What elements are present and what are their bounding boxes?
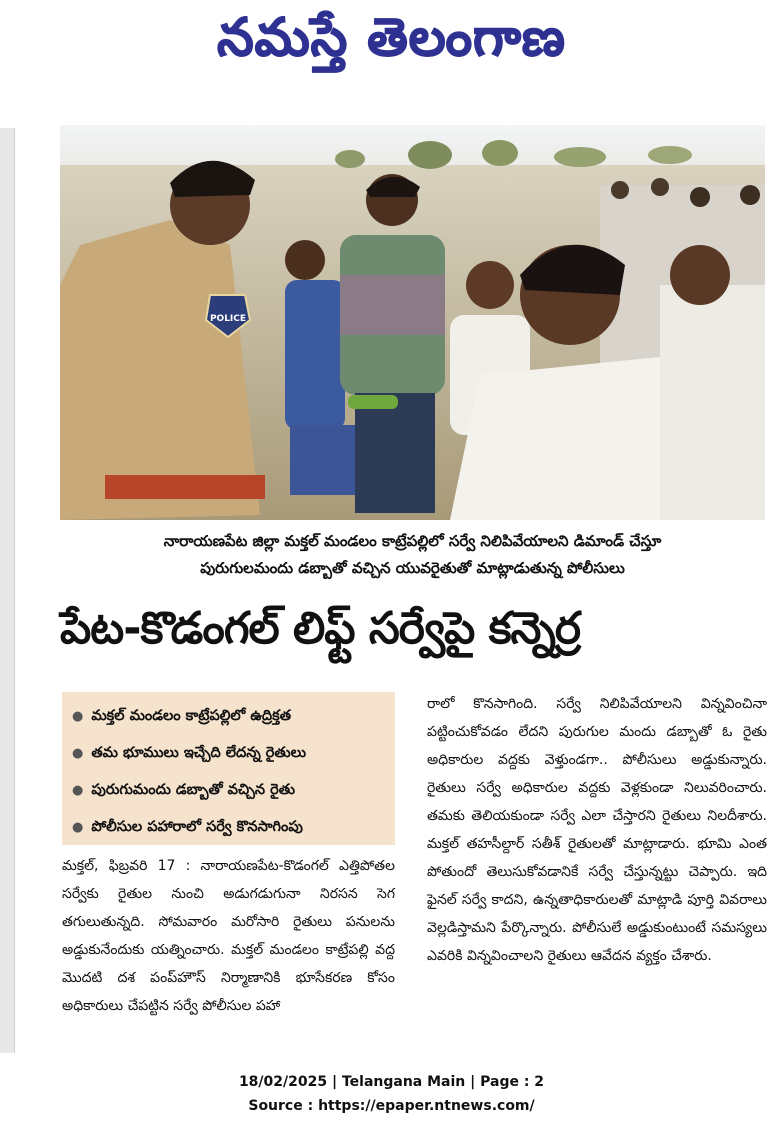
footer xyxy=(0,1070,783,1118)
left-column-edge xyxy=(0,128,15,1053)
masthead xyxy=(0,0,783,100)
highlight-item xyxy=(72,772,395,809)
article-text-left: మక్తల్, ఫిబ్రవరి 17 : నారాయణపేట-కొడంగల్ ఎత్తిపోతల సర్వేకు రైతుల నుంచి అడుగడుగునా నిరసన సెగ తగులుతున్నది. సోమవారం మరోసారి రైతులు పనులను అడ్డుకునేందుకు యత్నించారు. మక్తల్ మండలం కాట్రేపల్లి వద్ద మొదటి దశ పంప్‌హౌస్ నిర్మాణానికి భూసేకరణ కోసం అధికారులు చేపట్టిన సర్వే పోలీసుల పహా xyxy=(62,858,395,1014)
caption-line-1: నారాయణపేట జిల్లా మక్తల్ మండలం కాట్రేపల్లిలో సర్వే నిలిపివేయాలని డిమాండ్ చేస్తూ xyxy=(163,532,662,550)
highlight-text: పోలీసుల పహారాలో సర్వే కొనసాగింపు xyxy=(91,819,303,835)
bullet-icon: ● xyxy=(72,709,84,724)
bullet-icon: ● xyxy=(72,746,84,761)
footer-date-page: 18/02/2025 | Telangana Main | Page : 2 xyxy=(238,1074,545,1090)
bullet-icon: ● xyxy=(72,820,84,835)
news-photo xyxy=(60,125,765,520)
bullet-icon: ● xyxy=(72,783,84,798)
police-badge-text: POLICE xyxy=(209,314,247,324)
masthead-logo: నమస్తే తెలంగాణ xyxy=(217,8,566,68)
highlights-box xyxy=(62,692,395,845)
caption-line-2: పురుగులమందు డబ్బాతో వచ్చిన యువరైతుతో మాట్లాడుతున్న పోలీసులు xyxy=(200,559,625,577)
highlight-item xyxy=(72,735,395,772)
highlight-text: మక్తల్ మండలం కాట్రేపల్లిలో ఉద్రిక్తత xyxy=(91,708,292,724)
highlight-item xyxy=(72,698,395,735)
headline: పేట-కొడంగల్ లిఫ్ట్ సర్వేపై కన్నెర్ర xyxy=(60,603,580,654)
article-column-left xyxy=(62,852,395,1020)
highlight-item xyxy=(72,809,395,846)
article-column-right xyxy=(427,690,767,970)
article-text-right: రాలో కొనసాగింది. సర్వే నిలిపివేయాలని విన్నవించినా పట్టించుకోవడం లేదని పురుగుల మందు డబ్బాతో ఓ రైతు అధికారుల వద్దకు వెళ్తుండగా.. పోలీసులు అడ్డుకున్నారు. రైతులు సర్వే అధికారుల వద్దకు వెళ్లకుండా నిలువరించారు. తమకు తెలియకుండా సర్వే ఎలా చేస్తారని రైతులు నిలదీశారు. మక్తల్ తహసీల్దార్ సతీశ్ రైతులతో మాట్లాడారు. భూమి ఎంత పోతుందో తెలుసుకోవడానికే సర్వే చేస్తున్నట్టు చెప్పారు. ఇది ఫైనల్ సర్వే కాదని, ఉన్నతాధికారులతో మాట్లాడి పూర్తి వివరాలు వెల్లడిస్తామని పేర్కొన్నారు. పోలీసులే అడ్డుకుంటుంటే సమస్యలు ఎవరికి విన్నవించాలని రైతులు ఆవేదన వ్యక్తం చేశారు. xyxy=(427,696,767,964)
photo-caption xyxy=(60,528,765,582)
footer-source: Source : https://epaper.ntnews.com/ xyxy=(248,1098,535,1114)
highlight-text: పురుగుమందు డబ్బాతో వచ్చిన రైతు xyxy=(91,782,296,798)
highlight-text: తమ భూములు ఇచ్చేది లేదన్న రైతులు xyxy=(91,745,306,761)
photo-illustration xyxy=(60,125,765,520)
